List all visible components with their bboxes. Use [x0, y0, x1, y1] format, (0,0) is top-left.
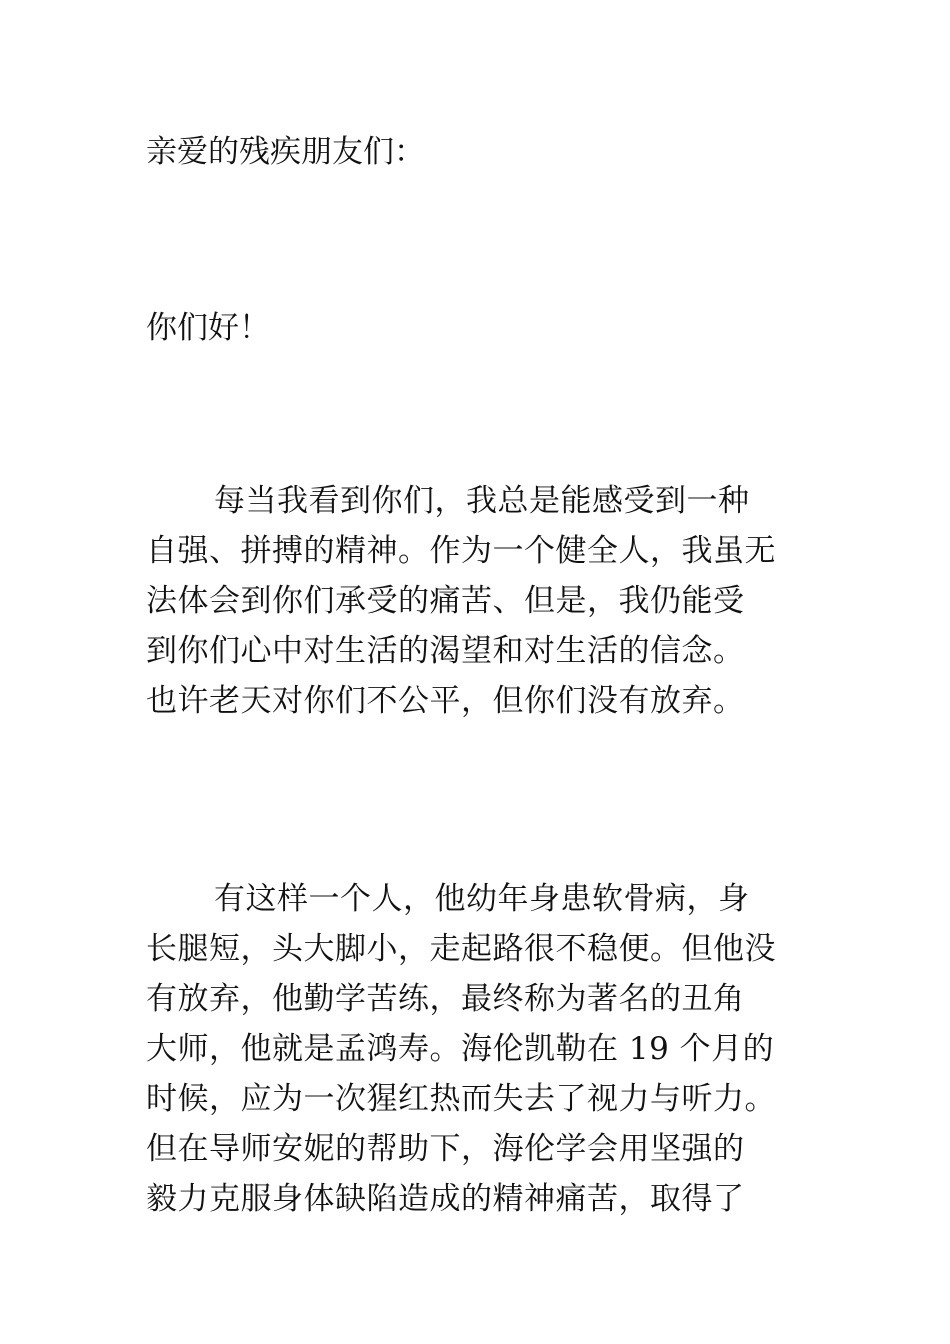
- paragraph-line: 每当我看到你们，我总是能感受到一种: [214, 483, 750, 519]
- paragraph-line: 到你们心中对生活的渴望和对生活的信念。: [146, 633, 745, 669]
- paragraph-line: 自强、拼搏的精神。作为一个健全人，我虽无: [146, 533, 776, 569]
- paragraph-line: 时候，应为一次猩红热而失去了视力与听力。: [146, 1081, 776, 1117]
- paragraph-1: [146, 476, 846, 726]
- paragraph-line: 法体会到你们承受的痛苦、但是，我仍能受: [146, 583, 745, 619]
- greeting: [146, 304, 846, 352]
- salutation-text: 亲爱的残疾朋友们：: [146, 134, 425, 170]
- salutation: [146, 128, 846, 176]
- paragraph-line: 但在导师安妮的帮助下，海伦学会用坚强的: [146, 1131, 745, 1167]
- paragraph-line: 有这样一个人，他幼年身患软骨病，身: [214, 881, 750, 917]
- paragraph-line: 也许老天对你们不公平，但你们没有放弃。: [146, 683, 745, 719]
- paragraph-line: 长腿短，头大脚小，走起路很不稳便。但他没: [146, 931, 776, 967]
- paragraph-line: 毅力克服身体缺陷造成的精神痛苦，取得了: [146, 1181, 745, 1217]
- paragraph-line: 大师，他就是孟鸿寿。海伦凯勒在 19 个月的: [146, 1031, 775, 1067]
- greeting-text: 你们好！: [146, 310, 270, 346]
- paragraph-2: [146, 874, 846, 1224]
- paragraph-line: 有放弃，他勤学苦练，最终称为著名的丑角: [146, 981, 745, 1017]
